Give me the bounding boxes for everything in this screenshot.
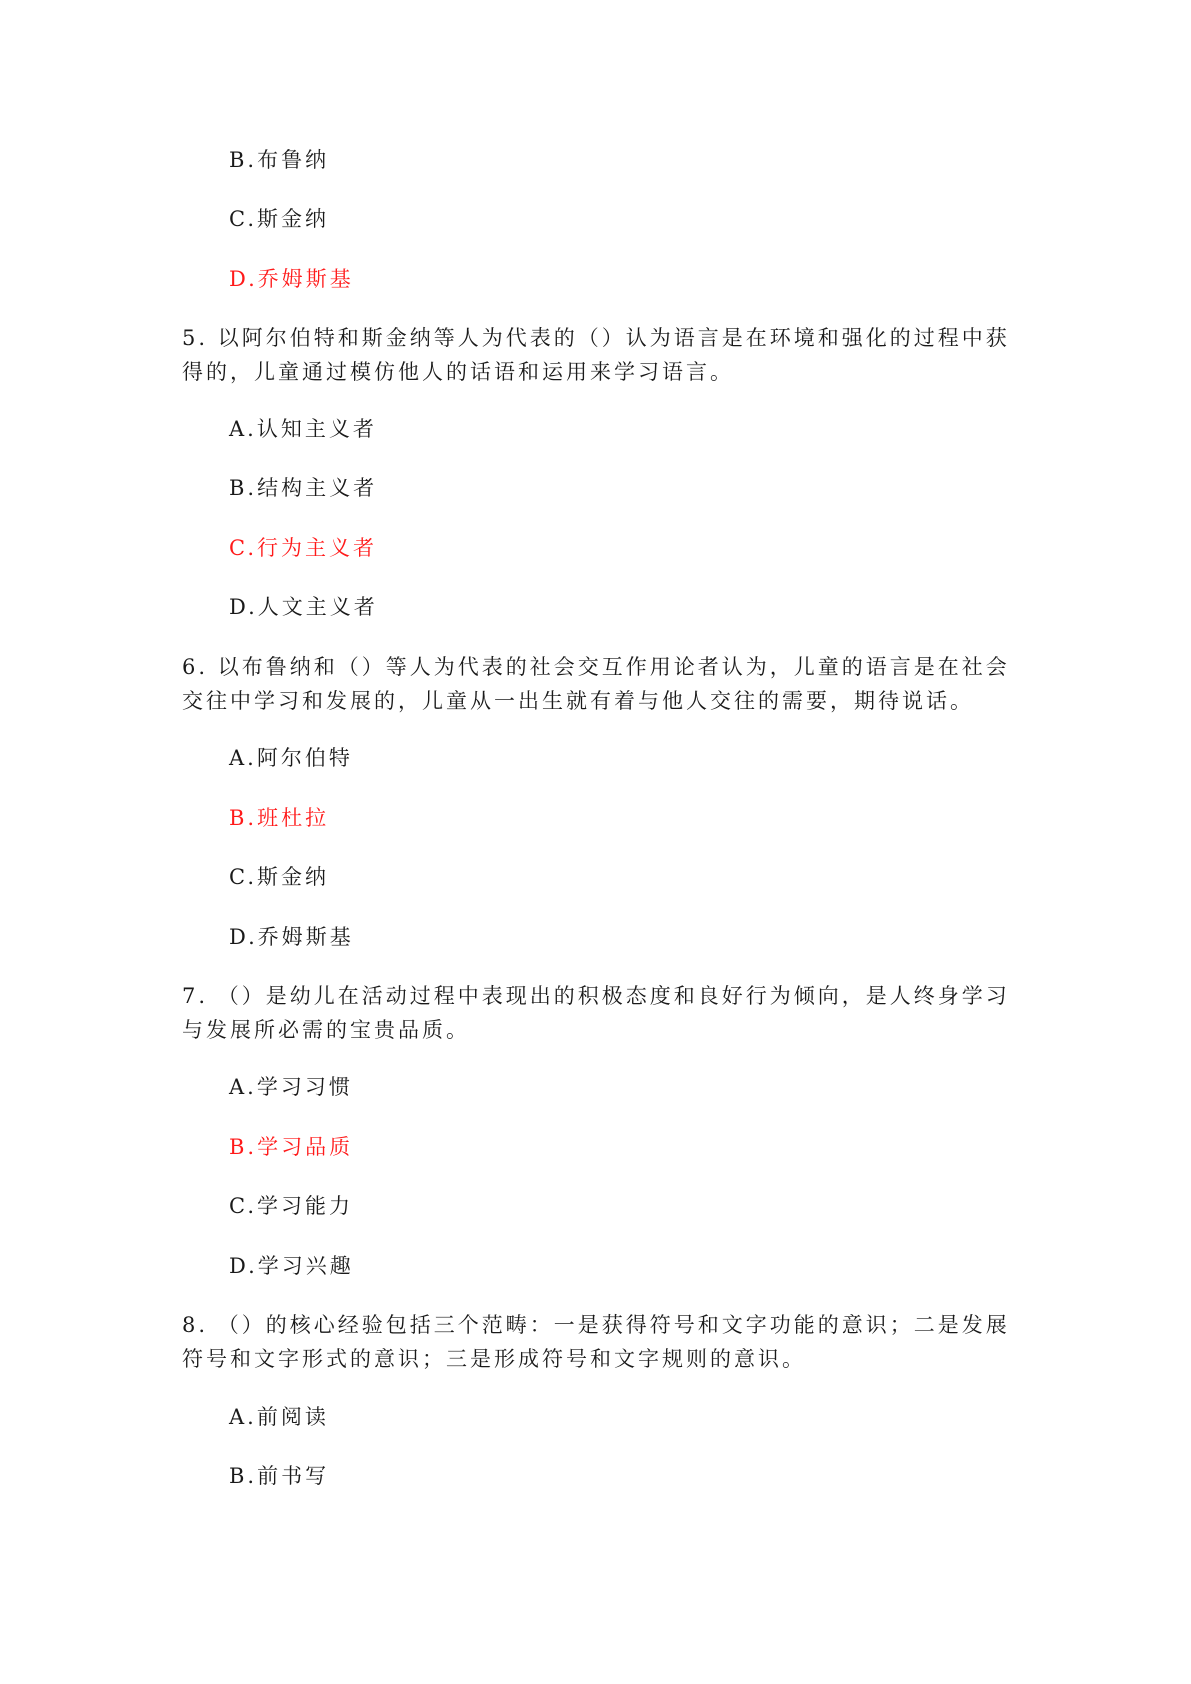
question-5-option-a: A.认知主义者 [229, 417, 377, 441]
question-5-option-d: D.人文主义者 [229, 595, 378, 619]
question-7-stem-line-2: 与发展所必需的宝贵品质。 [182, 1018, 470, 1042]
option-prev-b: B.布鲁纳 [229, 148, 330, 172]
question-7-option-a: A.学习习惯 [229, 1075, 353, 1099]
question-7-option-d: D.学习兴趣 [229, 1254, 354, 1278]
question-6-option-a: A.阿尔伯特 [229, 746, 353, 770]
question-6-option-b-correct: B.班杜拉 [229, 806, 330, 830]
question-7-option-c: C.学习能力 [229, 1194, 353, 1218]
question-6-option-d: D.乔姆斯基 [229, 925, 354, 949]
question-8-option-a: A.前阅读 [229, 1405, 329, 1429]
question-6-stem-line-2: 交往中学习和发展的，儿童从一出生就有着与他人交往的需要，期待说话。 [182, 689, 974, 713]
question-6-stem-line-1: 6. 以布鲁纳和（）等人为代表的社会交互作用论者认为，儿童的语言是在社会 [182, 655, 1010, 679]
option-prev-c: C.斯金纳 [229, 207, 329, 231]
question-6-option-c: C.斯金纳 [229, 865, 329, 889]
question-7-option-b-correct: B.学习品质 [229, 1135, 354, 1159]
question-8-option-b: B.前书写 [229, 1464, 330, 1488]
question-5-option-c-correct: C.行为主义者 [229, 536, 377, 560]
question-5-stem-line-2: 得的，儿童通过模仿他人的话语和运用来学习语言。 [182, 360, 734, 384]
question-5-stem-line-1: 5. 以阿尔伯特和斯金纳等人为代表的（）认为语言是在环境和强化的过程中获 [182, 326, 1010, 350]
question-8-stem-line-2: 符号和文字形式的意识；三是形成符号和文字规则的意识。 [182, 1347, 806, 1371]
question-7-stem-line-1: 7. （）是幼儿在活动过程中表现出的积极态度和良好行为倾向，是人终身学习 [182, 984, 1010, 1008]
option-prev-d-correct: D.乔姆斯基 [229, 267, 354, 291]
question-8-stem-line-1: 8. （）的核心经验包括三个范畴：一是获得符号和文字功能的意识；二是发展 [182, 1313, 1010, 1337]
question-5-option-b: B.结构主义者 [229, 476, 378, 500]
